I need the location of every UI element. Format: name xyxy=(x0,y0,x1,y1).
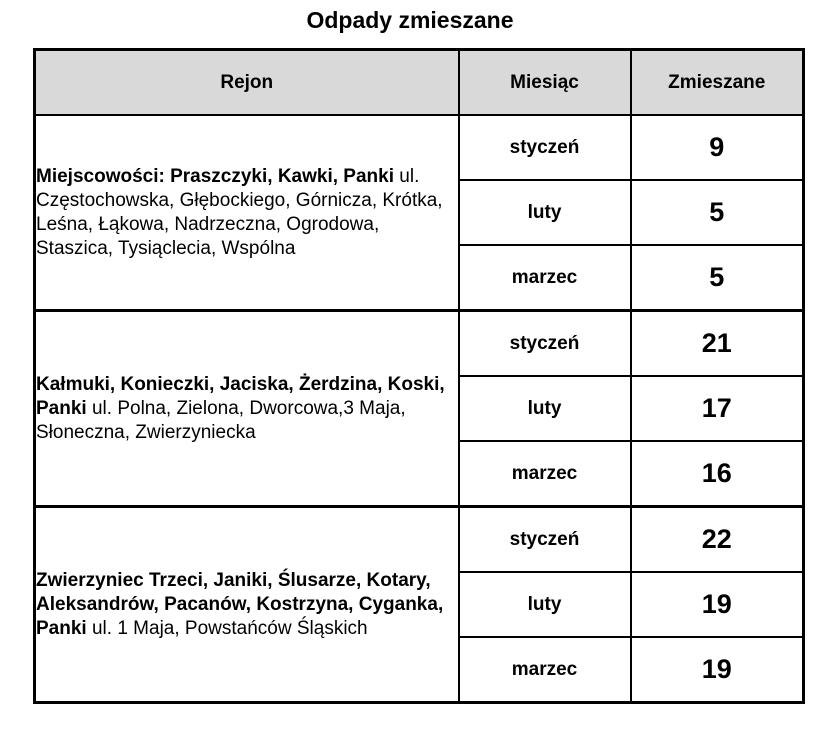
month-cell: luty xyxy=(459,376,631,441)
month-cell: styczeń xyxy=(459,311,631,377)
table-row xyxy=(35,311,804,377)
header-row xyxy=(35,50,804,116)
value-cell: 21 xyxy=(631,311,804,377)
table-row xyxy=(35,507,804,573)
value-cell: 22 xyxy=(631,507,804,573)
month-cell: luty xyxy=(459,572,631,637)
header-value: Zmieszane xyxy=(631,50,804,116)
page-title: Odpady zmieszane xyxy=(306,7,514,33)
region-cell xyxy=(35,311,459,507)
value-cell: 19 xyxy=(631,572,804,637)
value-cell: 9 xyxy=(631,115,804,180)
month-cell: luty xyxy=(459,180,631,245)
month-cell: marzec xyxy=(459,637,631,703)
value-cell: 16 xyxy=(631,441,804,507)
region-cell xyxy=(35,115,459,311)
month-cell: marzec xyxy=(459,245,631,311)
region-streets: ul. 1 Maja, Powstańców Śląskich xyxy=(86,617,368,639)
schedule-table xyxy=(33,48,805,704)
value-cell: 5 xyxy=(631,245,804,311)
table-row xyxy=(35,115,804,180)
region-streets: ul. Polna, Zielona, Dworcowa,3 Maja, Słoneczna, Zwierzyniecka xyxy=(36,397,406,443)
value-cell: 5 xyxy=(631,180,804,245)
month-cell: marzec xyxy=(459,441,631,507)
value-cell: 17 xyxy=(631,376,804,441)
region-streets: ul. Częstochowska, Głębockiego, Górnicza, Krótka, Leśna, Łąkowa, Nadrzeczna, Ogrodowa, Staszica, Tysiąclecia, Wspólna xyxy=(36,165,443,259)
month-cell: styczeń xyxy=(459,115,631,180)
value-cell: 19 xyxy=(631,637,804,703)
region-localities: Miejscowości: Praszczyki, Kawki, Panki xyxy=(36,165,394,187)
region-cell xyxy=(35,507,459,703)
header-month: Miesiąc xyxy=(459,50,631,116)
month-cell: styczeń xyxy=(459,507,631,573)
region-localities: Kałmuki, Konieczki, Jaciska, Żerdzina, Koski, Panki xyxy=(36,373,445,419)
header-region: Rejon xyxy=(35,50,459,116)
region-localities: Zwierzyniec Trzeci, Janiki, Ślusarze, Kotary, Aleksandrów, Pacanów, Kostrzyna, Cyganka, Panki xyxy=(36,569,444,639)
